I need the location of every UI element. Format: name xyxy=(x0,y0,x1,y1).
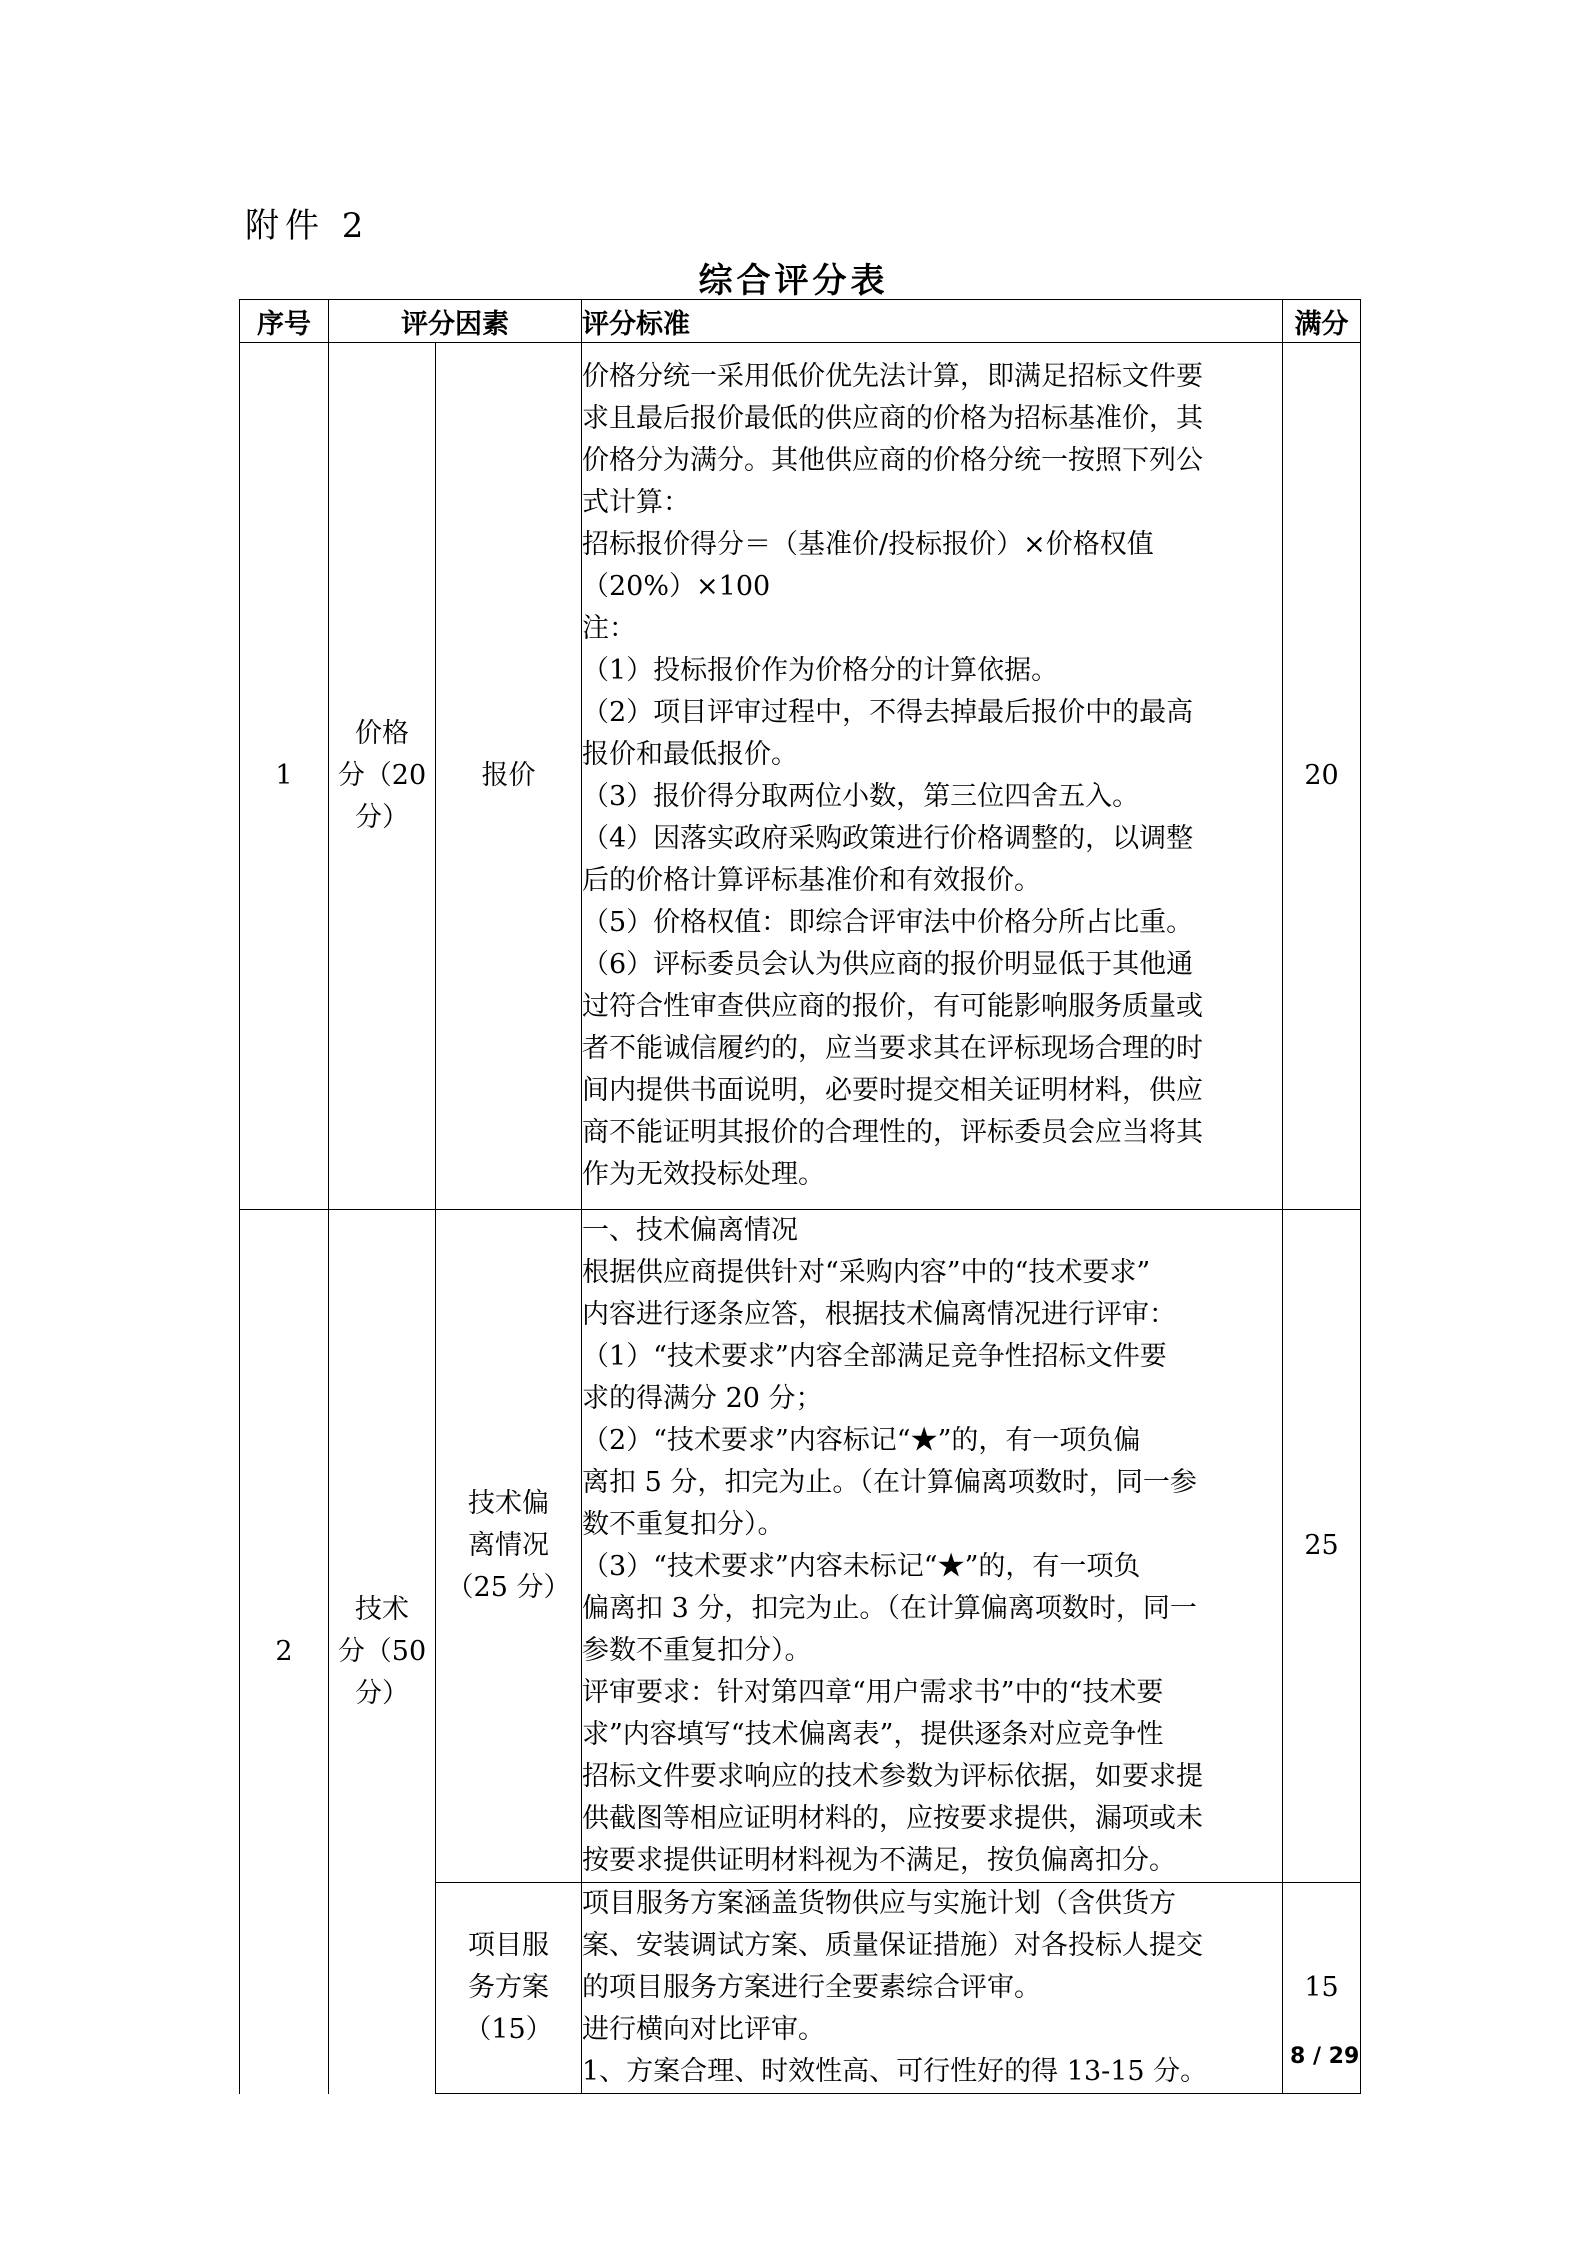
max-score: 15 xyxy=(1283,1883,1361,2094)
factor-text: 分（50 xyxy=(337,1635,427,1667)
table-row xyxy=(240,343,1361,1210)
criteria-line: 数不重复扣分）。 xyxy=(582,1509,785,1540)
table-header-row xyxy=(240,300,1361,343)
criteria-line: （5）价格权值：即综合评审法中价格分所占比重。 xyxy=(582,907,1194,938)
criteria-line: （2）“技术要求”内容标记“★”的，有一项负偏 xyxy=(582,1425,1141,1456)
criteria-line: （2）项目评审过程中，不得去掉最后报价中的最高 xyxy=(582,697,1194,728)
criteria-line: 离扣 5 分，扣完为止。（在计算偏离项数时，同一参 xyxy=(582,1467,1197,1498)
scoring-table xyxy=(239,299,1361,2094)
criteria-line: 作为无效投标处理。 xyxy=(582,1159,825,1190)
subfactor-text: （25 分） xyxy=(446,1572,571,1603)
row-number: 1 xyxy=(240,343,329,1210)
factor-cell xyxy=(329,1210,436,2094)
criteria-line: 式计算： xyxy=(582,487,690,518)
criteria-cell xyxy=(582,343,1283,1210)
factor-cell xyxy=(329,343,436,1210)
criteria-line: 评审要求：针对第四章“用户需求书”中的“技术要 xyxy=(582,1677,1164,1708)
table-row xyxy=(240,1210,1361,1883)
criteria-line: （1）投标报价作为价格分的计算依据。 xyxy=(582,655,1059,686)
criteria-line: 间内提供书面说明，必要时提交相关证明材料，供应 xyxy=(582,1075,1203,1106)
criteria-line: 过符合性审查供应商的报价，有可能影响服务质量或 xyxy=(582,991,1203,1022)
document-title: 综合评分表 xyxy=(698,261,889,301)
criteria-line: 供截图等相应证明材料的，应按要求提供，漏项或未 xyxy=(582,1803,1203,1834)
subfactor-text: 项目服 xyxy=(468,1930,549,1961)
criteria-line: （6）评标委员会认为供应商的报价明显低于其他通 xyxy=(582,949,1194,980)
page-number: 8 / 29 xyxy=(1290,2044,1360,2069)
factor-text: 技术 xyxy=(355,1593,409,1625)
subfactor-cell xyxy=(436,1210,582,1883)
criteria-line: 求且最后报价最低的供应商的价格为招标基准价，其 xyxy=(582,403,1203,434)
criteria-cell xyxy=(582,1210,1283,1883)
criteria-line: 项目服务方案涵盖货物供应与实施计划（含供货方 xyxy=(582,1888,1176,1919)
subfactor-text: 务方案 xyxy=(468,1972,549,2003)
col-header-criteria: 评分标准 xyxy=(582,300,1283,343)
criteria-line: 求的得满分 20 分； xyxy=(582,1383,823,1414)
criteria-line: 参数不重复扣分）。 xyxy=(582,1635,812,1666)
criteria-line: （20%）×100 xyxy=(582,571,771,602)
criteria-line: 的项目服务方案进行全要素综合评审。 xyxy=(582,1972,1041,2003)
criteria-line: 偏离扣 3 分，扣完为止。（在计算偏离项数时，同一 xyxy=(582,1593,1197,1624)
criteria-line: （3）报价得分取两位小数，第三位四舍五入。 xyxy=(582,781,1140,812)
criteria-cell xyxy=(582,1883,1283,2094)
subfactor-text: 离情况 xyxy=(468,1530,549,1561)
subfactor-cell xyxy=(436,1883,582,2094)
criteria-line: 商不能证明其报价的合理性的，评标委员会应当将其 xyxy=(582,1117,1203,1148)
col-header-score: 满分 xyxy=(1283,300,1361,343)
factor-text: 分） xyxy=(355,1677,409,1709)
subfactor-text: 技术偏 xyxy=(468,1488,549,1519)
criteria-line: 招标文件要求响应的技术参数为评标依据，如要求提 xyxy=(582,1761,1203,1792)
attachment-label: 附件 2 xyxy=(245,206,370,246)
criteria-line: 价格分为满分。其他供应商的价格分统一按照下列公 xyxy=(582,445,1203,476)
subfactor-text: 报价 xyxy=(481,760,536,791)
factor-text: 价格 xyxy=(355,718,409,749)
factor-text: 分） xyxy=(355,802,409,833)
col-header-factor: 评分因素 xyxy=(329,300,582,343)
criteria-line: （1）“技术要求”内容全部满足竞争性招标文件要 xyxy=(582,1341,1167,1372)
criteria-line: 1、方案合理、时效性高、可行性好的得 13-15 分。 xyxy=(582,2056,1208,2087)
criteria-line: 招标报价得分＝（基准价/投标报价）×价格权值 xyxy=(582,529,1154,560)
row-number: 2 xyxy=(240,1210,329,2094)
criteria-line: （3）“技术要求”内容未标记“★”的，有一项负 xyxy=(582,1551,1141,1582)
max-score: 20 xyxy=(1283,343,1361,1210)
col-header-no: 序号 xyxy=(240,300,329,343)
subfactor-text: （15） xyxy=(464,2014,553,2045)
criteria-line: 报价和最低报价。 xyxy=(582,739,798,770)
criteria-line: 案、安装调试方案、质量保证措施）对各投标人提交 xyxy=(582,1930,1203,1961)
criteria-line: 进行横向对比评审。 xyxy=(582,2014,825,2045)
criteria-line: 内容进行逐条应答，根据技术偏离情况进行评审： xyxy=(582,1299,1176,1330)
criteria-line: 一、技术偏离情况 xyxy=(582,1215,798,1246)
criteria-line: 求”内容填写“技术偏离表”，提供逐条对应竞争性 xyxy=(582,1719,1164,1750)
subfactor-cell xyxy=(436,343,582,1210)
criteria-line: 注： xyxy=(582,613,636,644)
criteria-line: 根据供应商提供针对“采购内容”中的“技术要求” xyxy=(582,1257,1151,1288)
criteria-line: 者不能诚信履约的，应当要求其在评标现场合理的时 xyxy=(582,1033,1203,1064)
max-score: 25 xyxy=(1283,1210,1361,1883)
criteria-line: 后的价格计算评标基准价和有效报价。 xyxy=(582,865,1041,896)
criteria-line: （4）因落实政府采购政策进行价格调整的，以调整 xyxy=(582,823,1194,854)
factor-text: 分（20 xyxy=(337,760,427,791)
criteria-line: 按要求提供证明材料视为不满足，按负偏离扣分。 xyxy=(582,1845,1176,1876)
criteria-line: 价格分统一采用低价优先法计算，即满足招标文件要 xyxy=(582,361,1203,392)
